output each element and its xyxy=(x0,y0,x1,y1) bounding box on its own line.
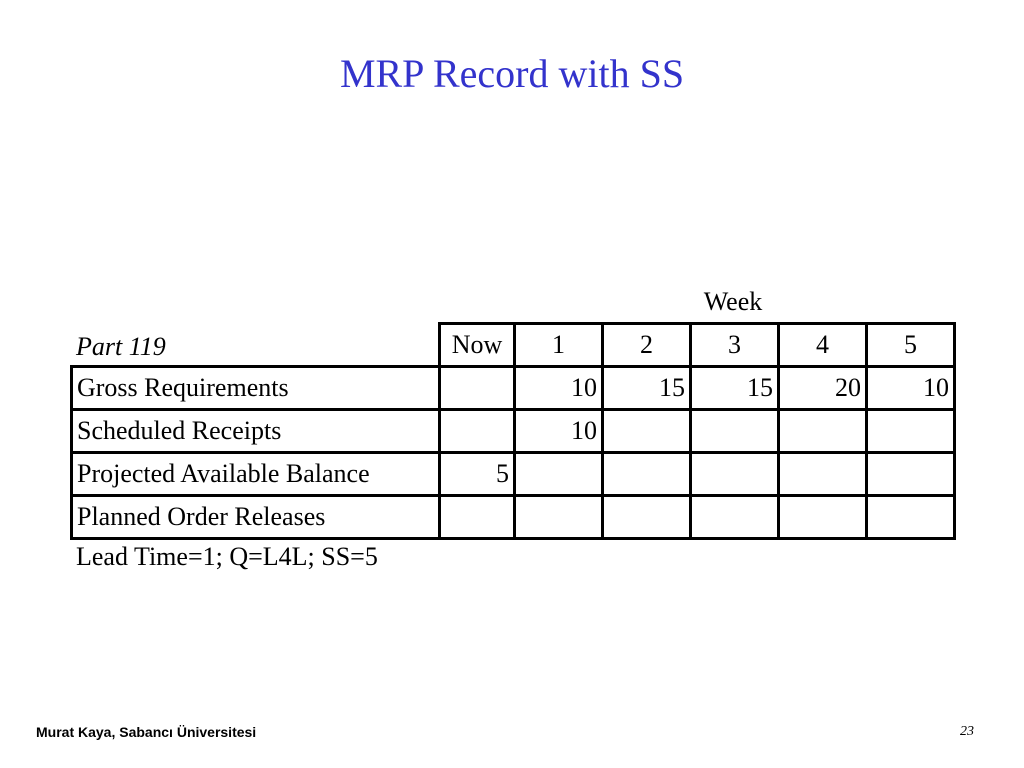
footer-author: Murat Kaya, Sabancı Üniversitesi xyxy=(36,724,257,740)
week-cell xyxy=(867,496,955,539)
table-header-row xyxy=(72,324,955,367)
week-cell xyxy=(867,453,955,496)
header-row-label xyxy=(72,324,440,367)
row-label: Projected Available Balance xyxy=(72,453,440,496)
week-label: Week xyxy=(703,287,763,316)
header-now: Now xyxy=(440,324,515,367)
scheduled-receipts-row xyxy=(72,410,955,453)
page-number: 23 xyxy=(960,724,974,739)
header-week-4: 4 xyxy=(779,324,867,367)
header-week-5: 5 xyxy=(867,324,955,367)
week-cell xyxy=(691,410,779,453)
row-label: Planned Order Releases xyxy=(72,496,440,539)
projected-available-balance-row xyxy=(72,453,955,496)
week-cell: 20 xyxy=(779,367,867,410)
now-cell xyxy=(440,367,515,410)
week-cell: 10 xyxy=(515,367,603,410)
header-week-3: 3 xyxy=(691,324,779,367)
week-cell xyxy=(691,453,779,496)
now-cell xyxy=(440,496,515,539)
week-cell xyxy=(603,453,691,496)
mrp-record-table xyxy=(70,322,956,540)
now-cell xyxy=(440,410,515,453)
week-cell xyxy=(867,410,955,453)
week-cell xyxy=(603,410,691,453)
week-cell xyxy=(779,496,867,539)
week-cell: 10 xyxy=(515,410,603,453)
header-week-1: 1 xyxy=(515,324,603,367)
row-label: Gross Requirements xyxy=(72,367,440,410)
week-cell xyxy=(779,410,867,453)
week-cell: 15 xyxy=(603,367,691,410)
row-label: Scheduled Receipts xyxy=(72,410,440,453)
week-cell xyxy=(779,453,867,496)
planned-order-releases-row xyxy=(72,496,955,539)
lot-sizing-parameters: Lead Time=1; Q=L4L; SS=5 xyxy=(76,542,378,571)
gross-requirements-row xyxy=(72,367,955,410)
week-cell xyxy=(603,496,691,539)
slide-title: MRP Record with SS xyxy=(339,51,685,96)
header-week-2: 2 xyxy=(603,324,691,367)
week-cell xyxy=(515,496,603,539)
now-cell: 5 xyxy=(440,453,515,496)
part-label: Part 119 xyxy=(76,332,166,361)
week-cell xyxy=(515,453,603,496)
week-cell xyxy=(691,496,779,539)
week-cell: 10 xyxy=(867,367,955,410)
week-cell: 15 xyxy=(691,367,779,410)
